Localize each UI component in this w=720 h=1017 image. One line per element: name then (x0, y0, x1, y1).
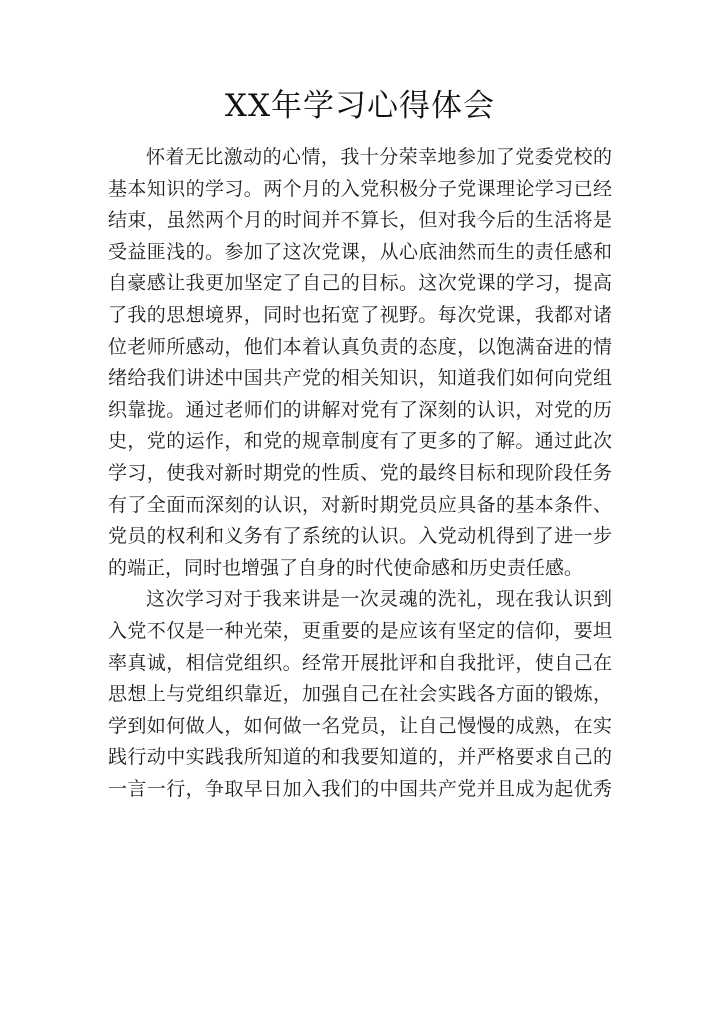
paragraph-line: 率真诚，相信党组织。经常开展批评和自我批评，使自己在 (108, 651, 612, 674)
paragraph-line: 学习，使我对新时期党的性质、党的最终目标和现阶段任务 (108, 461, 612, 484)
paragraph-line: 这次学习对于我来讲是一次灵魂的洗礼，现在我认识到 (146, 588, 612, 611)
paragraph-line: 有了全面而深刻的认识，对新时期党员应具备的基本条件、 (108, 493, 612, 516)
paragraph-line: 党员的权利和义务有了系统的认识。入党动机得到了进一步 (108, 525, 612, 548)
paragraph-line: 绪给我们讲述中国共产党的相关知识，知道我们如何向党组 (108, 367, 612, 390)
paragraph-line: 践行动中实践我所知道的和我要知道的，并严格要求自己的 (108, 746, 612, 769)
paragraph-line: 怀着无比激动的心情，我十分荣幸地参加了党委党校的 (146, 146, 612, 168)
paragraph-1 (108, 142, 612, 584)
paragraph-line: 了我的思想境界，同时也拓宽了视野。每次党课，我都对诸 (108, 303, 612, 326)
document-body (108, 142, 612, 805)
paragraph-2 (108, 584, 612, 805)
paragraph-line: 一言一行，争取早日加入我们的中国共产党并且成为起优秀 (108, 777, 612, 800)
paragraph-line: 的端正，同时也增强了自身的时代使命感和历史责任感。 (108, 556, 584, 579)
paragraph-line: 位老师所感动，他们本着认真负责的态度，以饱满奋进的情 (108, 335, 612, 358)
paragraph-line: 结束，虽然两个月的时间并不算长，但对我今后的生活将是 (108, 209, 612, 232)
paragraph-line: 史，党的运作，和党的规章制度有了更多的了解。通过此次 (108, 430, 612, 453)
paragraph-line: 思想上与党组织靠近，加强自己在社会实践各方面的锻炼， (108, 683, 612, 706)
paragraph-line: 入党不仅是一种光荣，更重要的是应该有坚定的信仰，要坦 (108, 619, 612, 642)
paragraph-line: 学到如何做人，如何做一名党员，让自己慢慢的成熟，在实 (108, 714, 612, 737)
document-title: XX年学习心得体会 (224, 88, 496, 124)
paragraph-line: 织靠拢。通过老师们的讲解对党有了深刻的认识，对党的历 (108, 398, 612, 421)
paragraph-line: 自豪感让我更加坚定了自己的目标。这次党课的学习，提高 (108, 272, 612, 295)
paragraph-line: 基本知识的学习。两个月的入党积极分子党课理论学习已经 (108, 177, 612, 200)
paragraph-line: 受益匪浅的。参加了这次党课，从心底油然而生的责任感和 (108, 240, 612, 263)
